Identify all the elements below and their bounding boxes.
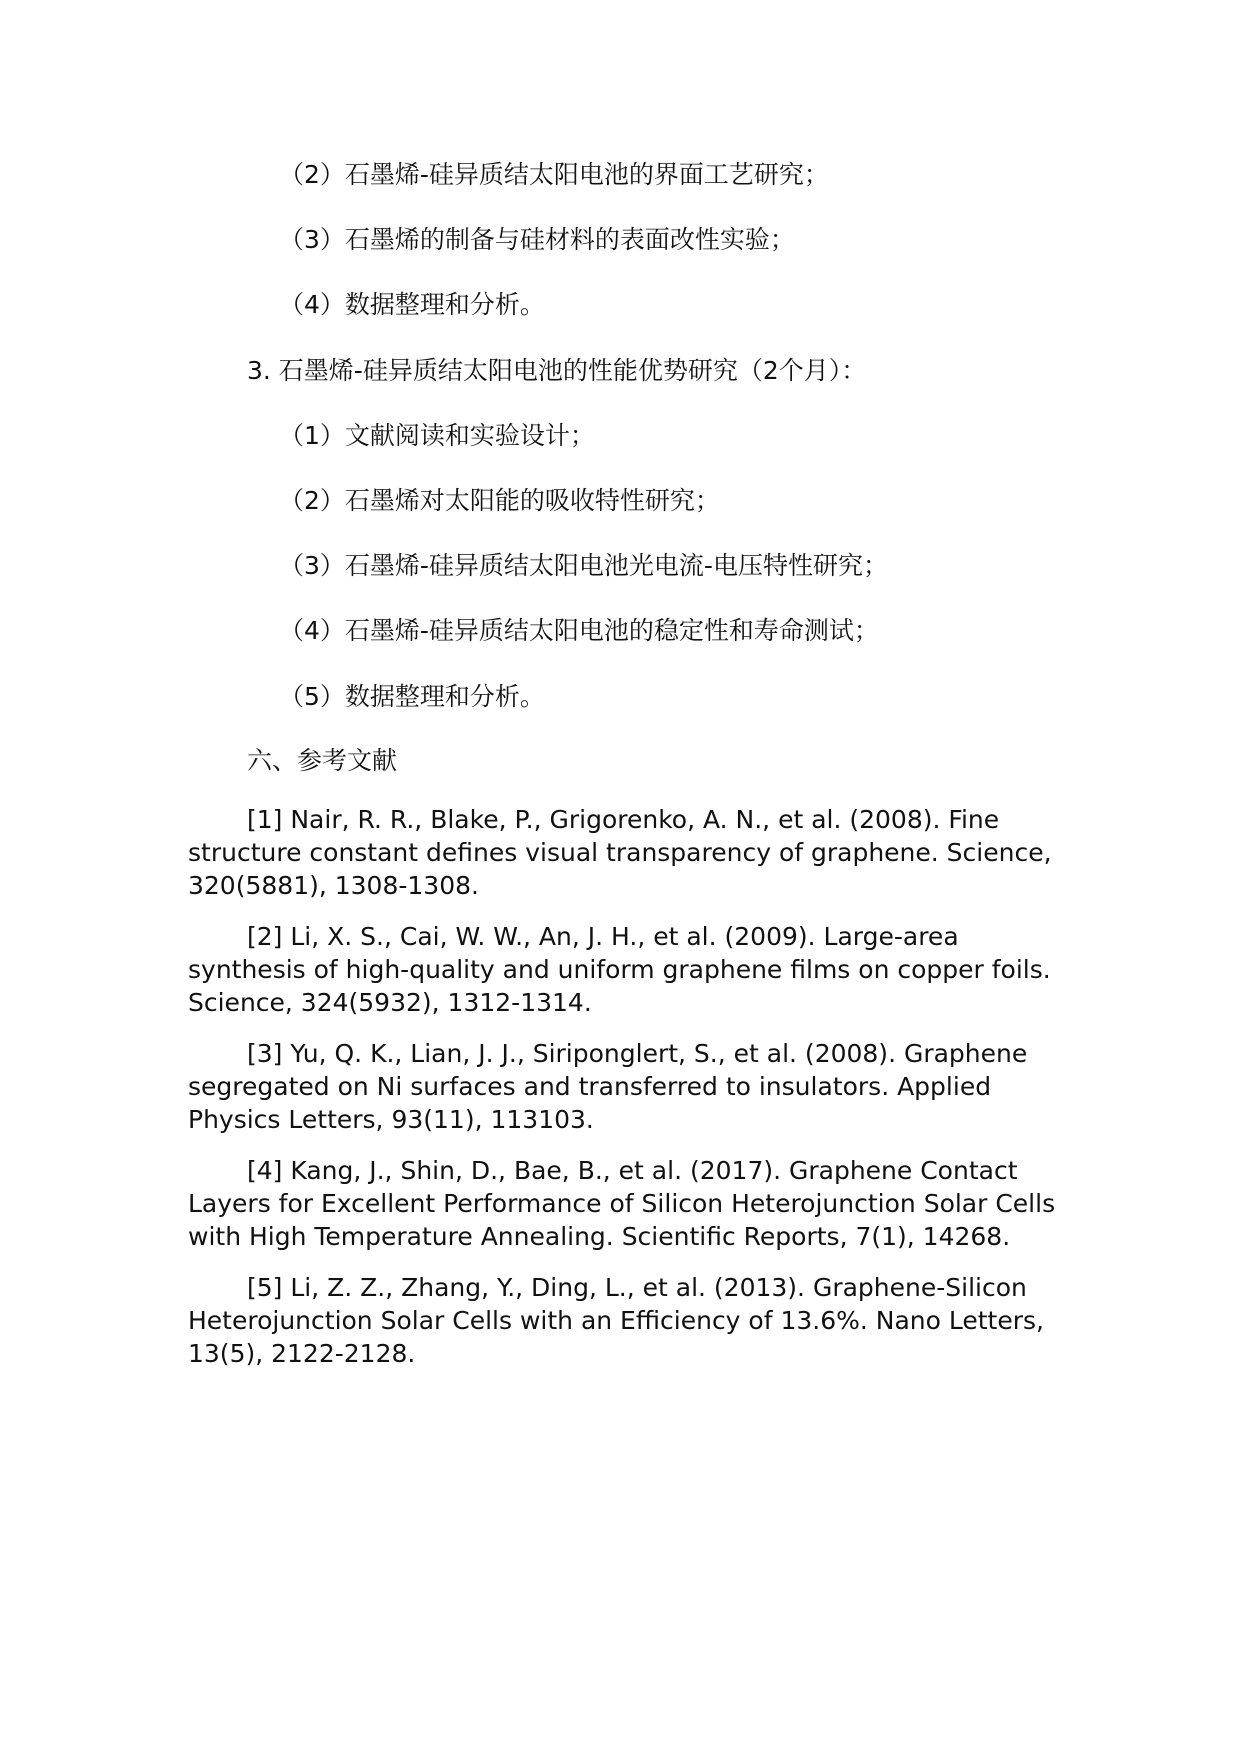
reference-item: [1] Nair, R. R., Blake, P., Grigorenko, A. N., et al. (2008). Fine structure constant defines visual transparency of graphene. Science, 320(5881), 1308-1308. bbox=[188, 805, 1052, 900]
list-item-2-2: （2）石墨烯-硅异质结太阳电池的界面工艺研究； bbox=[279, 160, 829, 189]
references-heading: 六、参考文献 bbox=[247, 746, 398, 775]
reference-item: [3] Yu, Q. K., Lian, J. J., Siriponglert, S., et al. (2008). Graphene segregated on Ni surfaces and transferred to insulators. Applied Physics Letters, 93(11), 113103. bbox=[188, 1039, 1028, 1134]
phase-3-title: 3. 石墨烯-硅异质结太阳电池的性能优势研究（2个月）： bbox=[247, 356, 867, 385]
list-item-3-5: （5）数据整理和分析。 bbox=[279, 682, 545, 711]
list-item-3-1: （1）文献阅读和实验设计； bbox=[279, 421, 595, 450]
list-item-2-4: （4）数据整理和分析。 bbox=[279, 290, 545, 319]
list-item-3-2: （2）石墨烯对太阳能的吸收特性研究； bbox=[279, 486, 720, 515]
list-item-3-4: （4）石墨烯-硅异质结太阳电池的稳定性和寿命测试； bbox=[279, 616, 879, 645]
list-item-3-3: （3）石墨烯-硅异质结太阳电池光电流-电压特性研究； bbox=[279, 551, 888, 580]
reference-item: [4] Kang, J., Shin, D., Bae, B., et al. (2017). Graphene Contact Layers for Excellent Performance of Silicon Heterojunction Solar Cells with High Temperature Annealing. Scientific Reports, 7(1), 14268. bbox=[188, 1156, 1056, 1251]
reference-item: [2] Li, X. S., Cai, W. W., An, J. H., et al. (2009). Large-area synthesis of high-quality and uniform graphene films on copper foils. Science, 324(5932), 1312-1314. bbox=[188, 922, 1051, 1017]
list-item-2-3: （3）石墨烯的制备与硅材料的表面改性实验； bbox=[279, 225, 795, 254]
reference-item: [5] Li, Z. Z., Zhang, Y., Ding, L., et al. (2013). Graphene-Silicon Heterojunction Solar Cells with an Efficiency of 13.6%. Nano Letters, 13(5), 2122-2128. bbox=[188, 1273, 1044, 1368]
